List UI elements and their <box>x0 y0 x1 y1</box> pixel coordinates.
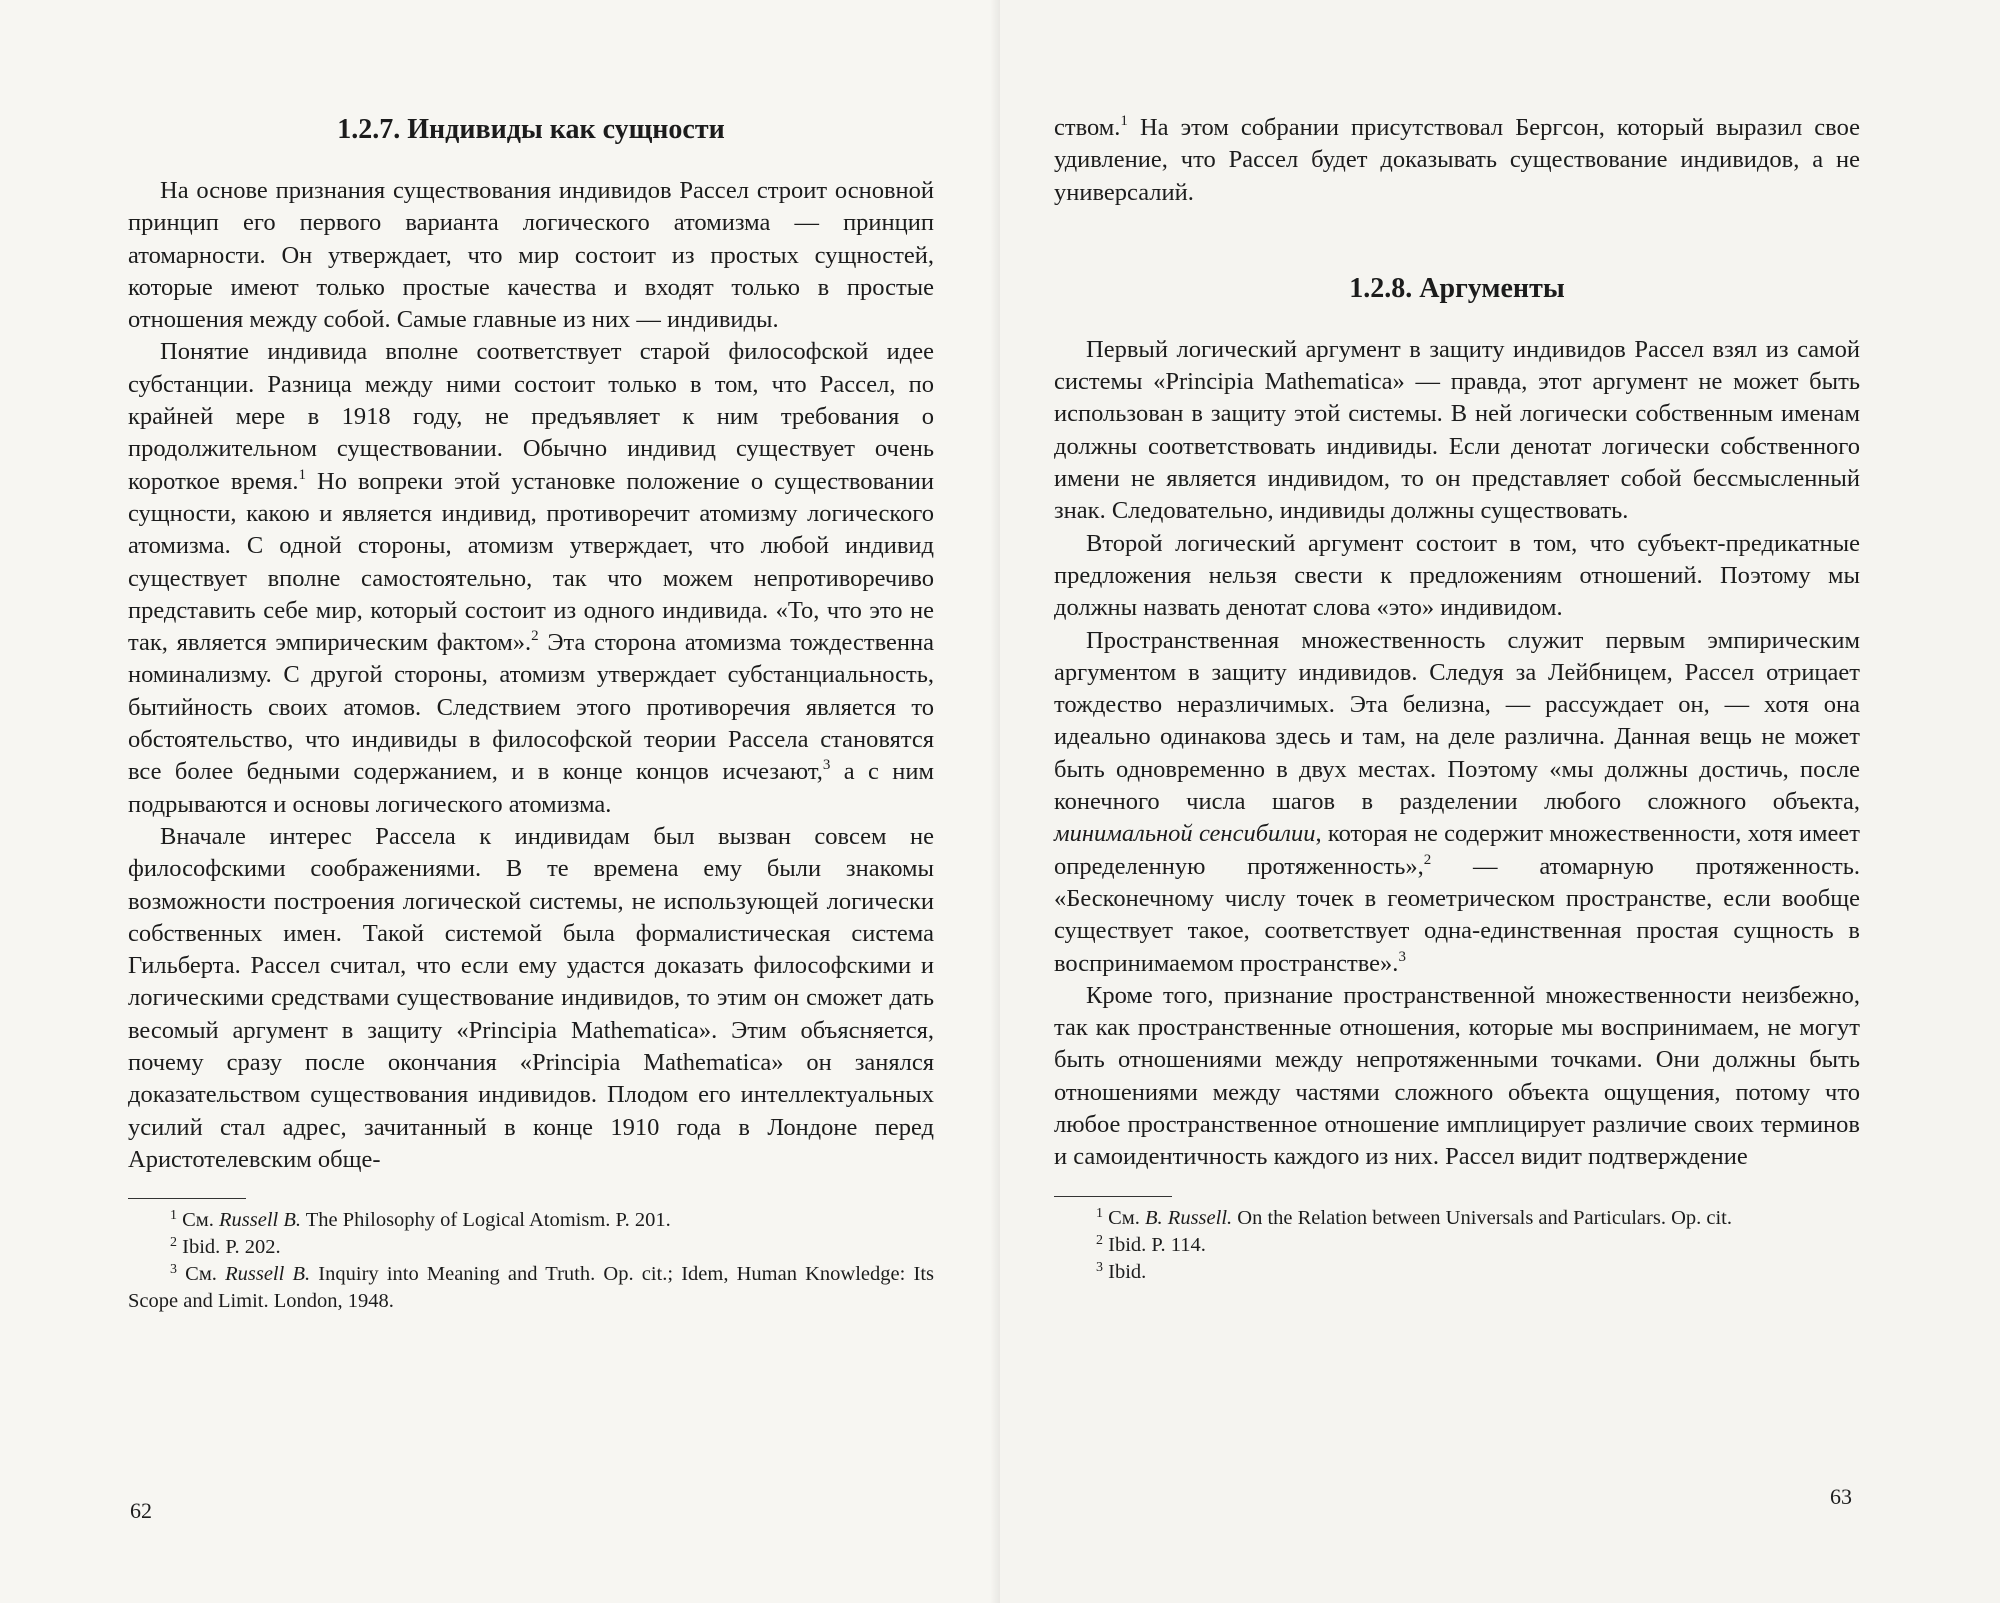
paragraph: Второй логический аргумент состоит в том, что субъект-предикатные предложения нельзя свести к предложениям отношений. Поэтому мы должны назвать денотат слова «это» индивидом. <box>1054 529 1860 622</box>
right-text-column <box>1054 112 1860 1286</box>
left-text-column <box>128 112 934 1315</box>
footnote-ref: 3 <box>822 757 831 774</box>
paragraph: На основе признания существования индивидов Рассел строит основной принцип его первого варианта логического атомизма — принцип атомарности. Он утверждает, что мир состоит из простых сущностей, которые имеют только простые качества и входят только в простые отношения между собой. Самые главные из них — индивиды. <box>128 177 934 334</box>
section-heading-1-2-7: 1.2.7. Индивиды как сущности <box>337 114 725 145</box>
footnote-3: $^3$ См. Russell B. Inquiry into Meaning and Truth. Op. cit.; Idem, Human Knowledge: Its Scope and Limit. London, 1948. <box>128 1262 934 1313</box>
paragraph: Первый логический аргумент в защиту индивидов Рассел взял из самой системы «Principia Mathematica» — правда, этот аргумент не может быть использован в защиту этой системы. В ней логически собственным именам должны соответствовать индивиды. Если денотат логически собственного имени не является индивидом, то он представляет собой бессмысленный знак. Следовательно, индивиды должны существовать. <box>1054 335 1860 525</box>
footnote-2: $^2$ Ibid. P. 114. <box>1096 1232 1206 1256</box>
paragraph-continuation: ством.$^1$ На этом собрании присутствовал Бергсон, который выразил свое удивление, что Рассел будет доказывать существование индивидов, а не универсалий. <box>1054 113 1860 206</box>
footnote-1: $^1$ См. B. Russell. On the Relation between Universals and Particulars. Op. cit. <box>1096 1205 1732 1229</box>
section-heading-1-2-8: 1.2.8. Аргументы <box>1349 272 1565 304</box>
footnote-ref: 3 <box>1398 948 1406 965</box>
footnote-2: $^2$ Ibid. P. 202. <box>170 1235 281 1259</box>
footnote-ref: 1 <box>1120 113 1128 129</box>
footnote-ref: 1 <box>298 466 306 483</box>
footnote-ref: 2 <box>1423 851 1432 868</box>
paragraph: Понятие индивида вполне соответствует старой философской идее субстанции. Разница между ними состоит только в том, что Рассел, по крайней мере в 1918 году, не предъявляет к ним требования о продолжительном существовании. Обычно индивид существует очень короткое время.$^1$ Но вопреки этой установке положение о существовании сущности, какою и является индивид, противоречит атомизму логического атомизма. С одной стороны, атомизм утверждает, что любой индивид существует вполне самостоятельно, так что можем непротиворечиво представить себе мир, который состоит из одного индивида. «То, что это не так, является эмпирическим фактом».$^2$ Эта сторона атомизма тождественна номинализму. С другой стороны, атомизм утверждает субстанциальность, бытийность своих атомов. Следствием этого противоречия является то обстоятельство, что индивиды в философской теории Рассела становятся все более бедными содержанием, и в конце концов исчезают,$^3$ а с ним подрываются и основы логического атомизма. <box>128 338 934 818</box>
page-number: 63 <box>1830 1484 1852 1509</box>
page-number: 62 <box>130 1498 152 1523</box>
paragraph: Кроме того, признание пространственной множественности неизбежно, так как пространственные отношения, которые мы воспринимаем, не могут быть отношениями между непротяженными точками. Они должны быть отношениями между частями сложного объекта ощущения, потому что любое пространственное отношение имплицирует различие своих терминов и самоидентичность каждого из них. Рассел видит подтверждение <box>1054 981 1860 1171</box>
right-page <box>1000 0 2000 1603</box>
footnote-1: $^1$ См. Russell B. The Philosophy of Logical Atomism. P. 201. <box>170 1208 671 1232</box>
footnote-3: $^3$ Ibid. <box>1096 1259 1147 1283</box>
paragraph: Вначале интерес Рассела к индивидам был вызван совсем не философскими соображениями. В те времена ему были знакомы возможности построения логической системы, не использующей логически собственных имен. Такой системой была формалистическая система Гильберта. Рассел считал, что если ему удастся доказать философскими и логическими средствами существование индивидов, то этим он сможет дать весомый аргумент в защиту «Principia Mathematica». Этим объясняется, почему сразу после окончания «Principia Mathematica» он занялся доказательством существования индивидов. Плодом его интеллектуальных усилий стал адрес, зачитанный в конце 1910 года в Лондоне перед Аристотелевским обще- <box>128 822 934 1173</box>
footnote-ref: 2 <box>531 628 539 645</box>
paragraph: Пространственная множественность служит первым эмпирическим аргументом в защиту индивидов. Следуя за Лейбницем, Рассел отрицает тождество неразличимых. Эта белизна, — рассуждает он, — хотя она идеально одинакова здесь и там, на деле различна. Данная вещь не может быть одновременно в двух местах. Поэтому «мы должны достичь, после конечного числа шагов в разделении любого сложного объекта, минимальной сенсибилии, которая не содержит множественности, хотя имеет определенную протяженность»,$^2$ — атомарную протяженность. «Бесконечному числу точек в геометрическом пространстве, если вообще существует такое, соответствует одна-единственная простая сущность в воспринимаемом пространстве».$^3$ <box>1054 626 1860 977</box>
